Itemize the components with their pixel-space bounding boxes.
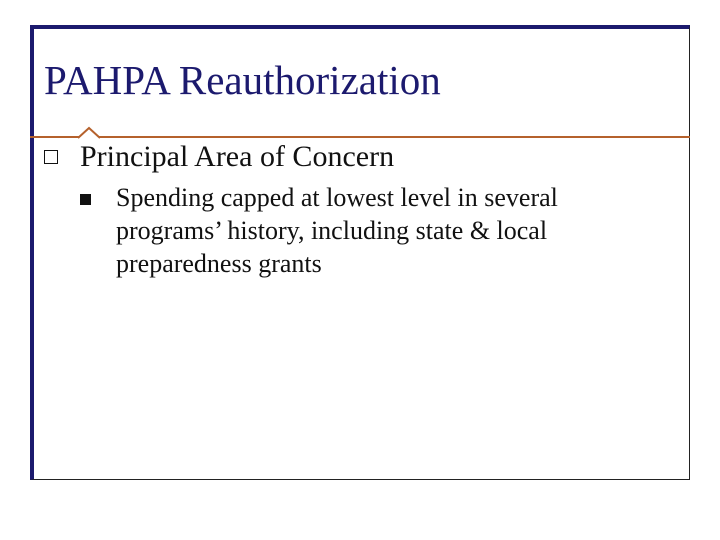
bullet-level1-text: Principal Area of Concern <box>80 140 395 173</box>
caret-up-icon <box>78 127 100 139</box>
bullet-level2-text: Spending capped at lowest level in several programs’ history, including state & local preparedness grants <box>116 183 558 278</box>
slide-title: PAHPA Reauthorization <box>44 57 441 103</box>
title-divider <box>30 136 690 138</box>
hollow-square-icon <box>44 150 58 164</box>
filled-square-icon <box>80 194 91 205</box>
